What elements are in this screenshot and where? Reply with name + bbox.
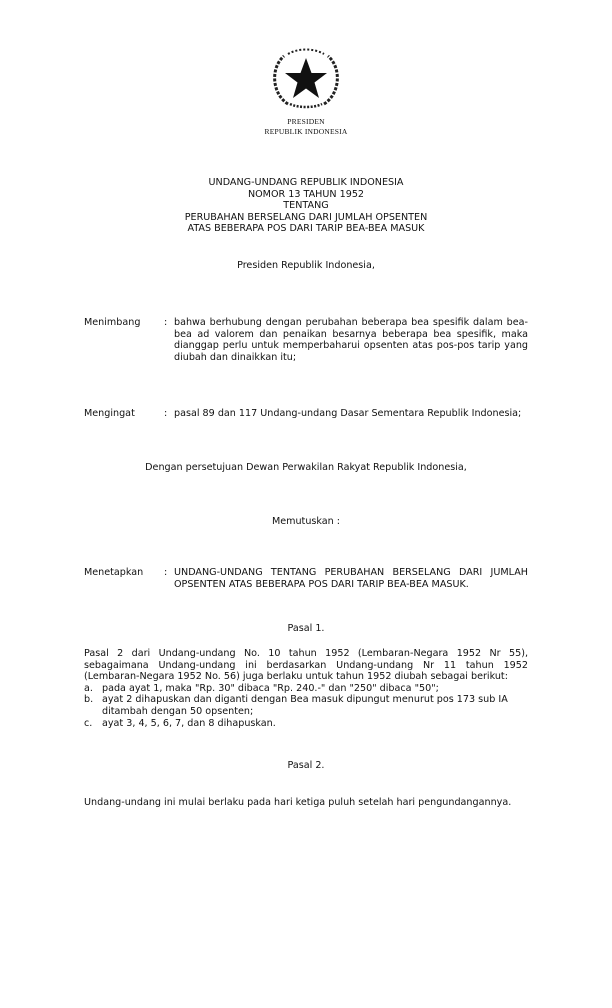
item-text: ayat 3, 4, 5, 6, 7, dan 8 dihapuskan. bbox=[102, 717, 276, 729]
pasal2-heading: Pasal 2. bbox=[287, 760, 325, 771]
header-line2: REPUBLIK INDONESIA bbox=[264, 127, 348, 136]
colon: : bbox=[164, 408, 168, 419]
item-marker: b. bbox=[84, 694, 94, 706]
mengingat-section bbox=[84, 408, 528, 420]
title-line: TENTANG bbox=[283, 200, 329, 212]
pasal1-heading: Pasal 1. bbox=[287, 623, 325, 634]
pasal2-text: Undang-undang ini mulai berlaku pada hari ketiga puluh setelah hari pengundangannya. bbox=[84, 797, 512, 808]
preamble: Presiden Republik Indonesia, bbox=[237, 260, 375, 271]
list-item bbox=[84, 694, 528, 717]
title-line: UNDANG-UNDANG REPUBLIK INDONESIA bbox=[208, 177, 404, 188]
menetapkan-label: Menetapkan bbox=[84, 567, 144, 578]
title-line: ATAS BEBERAPA POS DARI TARIP BEA-BEA MASUK bbox=[187, 223, 425, 235]
mengingat-label: Mengingat bbox=[84, 408, 135, 419]
menetapkan-text: UNDANG-UNDANG TENTANG PERUBAHAN BERSELANG DARI JUMLAH OPSENTEN ATAS BEBERAPA POS DARI TARIP BEA-BEA MASUK. bbox=[174, 567, 528, 590]
title-line: PERUBAHAN BERSELANG DARI JUMLAH OPSENTEN bbox=[184, 211, 428, 223]
garuda-star-emblem-icon bbox=[268, 46, 344, 110]
list-item bbox=[84, 718, 528, 730]
item-marker: c. bbox=[84, 717, 93, 729]
memutuskan: Memutuskan : bbox=[271, 516, 341, 527]
menetapkan-section bbox=[84, 567, 528, 590]
persetujuan: Dengan persetujuan Dewan Perwakilan Rakyat Republik Indonesia, bbox=[145, 462, 467, 473]
item-text: ayat 2 dihapuskan dan diganti dengan Bea masuk dipungut menurut pos 173 sub IA ditambah dengan 50 opsenten; bbox=[102, 694, 508, 717]
menimbang-text: bahwa berhubung dengan perubahan beberapa bea spesifik dalam bea-bea ad valorem dan penaikan besarnya beberapa bea spesifik, maka dianggap perlu untuk memperbaharui opsenten atas pos-pos tarip yang diubah dan dinaikkan itu; bbox=[174, 317, 528, 363]
pasal1-intro: Pasal 2 dari Undang-undang No. 10 tahun 1952 (Lembaran-Negara 1952 Nr 55), sebagaimana Undang-undang ini berdasarkan Undang-undang Nr 11 tahun 1952 (Lembaran-Negara 1952 No. 56) juga berlaku untuk tahun 1952 diubah sebagai berikut: bbox=[84, 648, 528, 683]
colon: : bbox=[164, 567, 168, 578]
header-line1: PRESIDEN bbox=[287, 117, 325, 126]
item-marker: a. bbox=[84, 682, 93, 694]
menimbang-label: Menimbang bbox=[84, 317, 141, 328]
document-title bbox=[0, 177, 612, 235]
menimbang-section bbox=[84, 317, 528, 363]
item-text: pada ayat 1, maka "Rp. 30" dibaca "Rp. 240.-" dan "250" dibaca "50"; bbox=[102, 682, 439, 694]
colon: : bbox=[164, 317, 168, 328]
list-item bbox=[84, 683, 528, 695]
pasal1-body bbox=[84, 648, 528, 729]
title-line: NOMOR 13 TAHUN 1952 bbox=[247, 188, 365, 200]
mengingat-text: pasal 89 dan 117 Undang-undang Dasar Sementara Republik Indonesia; bbox=[174, 408, 522, 419]
